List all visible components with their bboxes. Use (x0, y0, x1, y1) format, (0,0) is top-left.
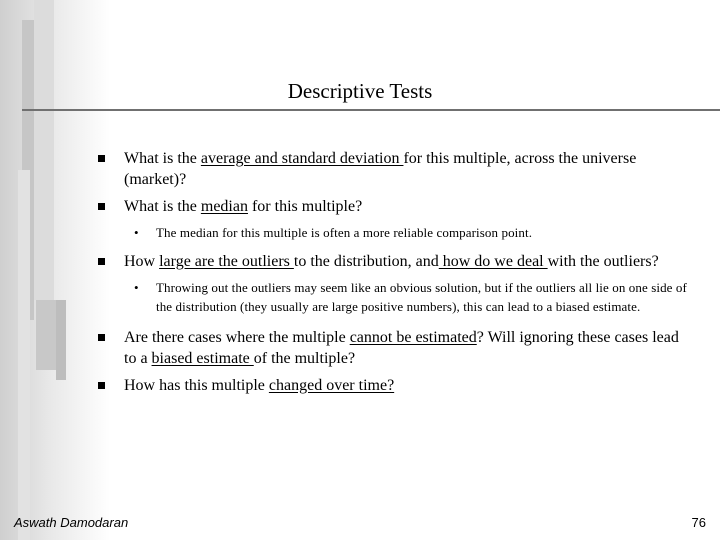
bullet-text: What is the (124, 150, 201, 167)
sub-bullet-item (0, 278, 720, 317)
bullet-text: with the outliers? (547, 252, 659, 270)
underlined-text: large are the outliers (159, 252, 294, 270)
bullet-text: of the multiple? (253, 349, 356, 367)
bullet-item (0, 251, 720, 272)
bullet-text: How (124, 252, 160, 270)
underlined-text: cannot be estimated (349, 328, 477, 346)
bullet-text: ? Will ignoring these cases lead to a (124, 328, 679, 367)
bullet-text: What is the (124, 198, 201, 215)
square-bullet-icon (98, 155, 105, 162)
square-bullet-icon (98, 203, 105, 210)
underlined-text: changed over time? (268, 376, 395, 394)
square-bullet-icon (98, 258, 105, 265)
bullet-text: for this multiple? (247, 198, 363, 215)
bullet-item (0, 196, 720, 217)
bullet-text: The median for this multiple is often a more reliable comparison point. (156, 225, 533, 240)
page-number: 76 (691, 515, 706, 530)
slide-body (0, 148, 720, 402)
bullet-item (0, 148, 720, 190)
square-bullet-icon (98, 334, 105, 341)
underlined-text: average and standard deviation (200, 150, 404, 167)
bullet-text: Throwing out the outliers may seem like an obvious solution, but if the outliers all lie on one side of the distribution (they usually are large positive numbers), this can lead to a biased estimate. (156, 279, 687, 314)
underlined-text: how do we deal (438, 252, 548, 270)
bullet-text: How has this multiple (124, 376, 269, 394)
dot-bullet-icon: • (134, 279, 139, 295)
dot-bullet-icon: • (134, 225, 139, 240)
bullet-item (0, 327, 720, 369)
underlined-text: median (200, 198, 248, 215)
bullet-text: for this multiple, across the universe (market)? (124, 150, 637, 188)
underlined-text: biased estimate (151, 349, 254, 367)
slide-title: Descriptive Tests (287, 79, 433, 103)
square-bullet-icon (98, 382, 105, 389)
footer-author: Aswath Damodaran (14, 515, 129, 530)
bullet-text: Are there cases where the multiple (124, 328, 350, 346)
sub-bullet-item (0, 223, 720, 243)
title-divider (22, 109, 720, 111)
bullet-text: to the distribution, and (293, 252, 439, 270)
bullet-item (0, 375, 720, 396)
